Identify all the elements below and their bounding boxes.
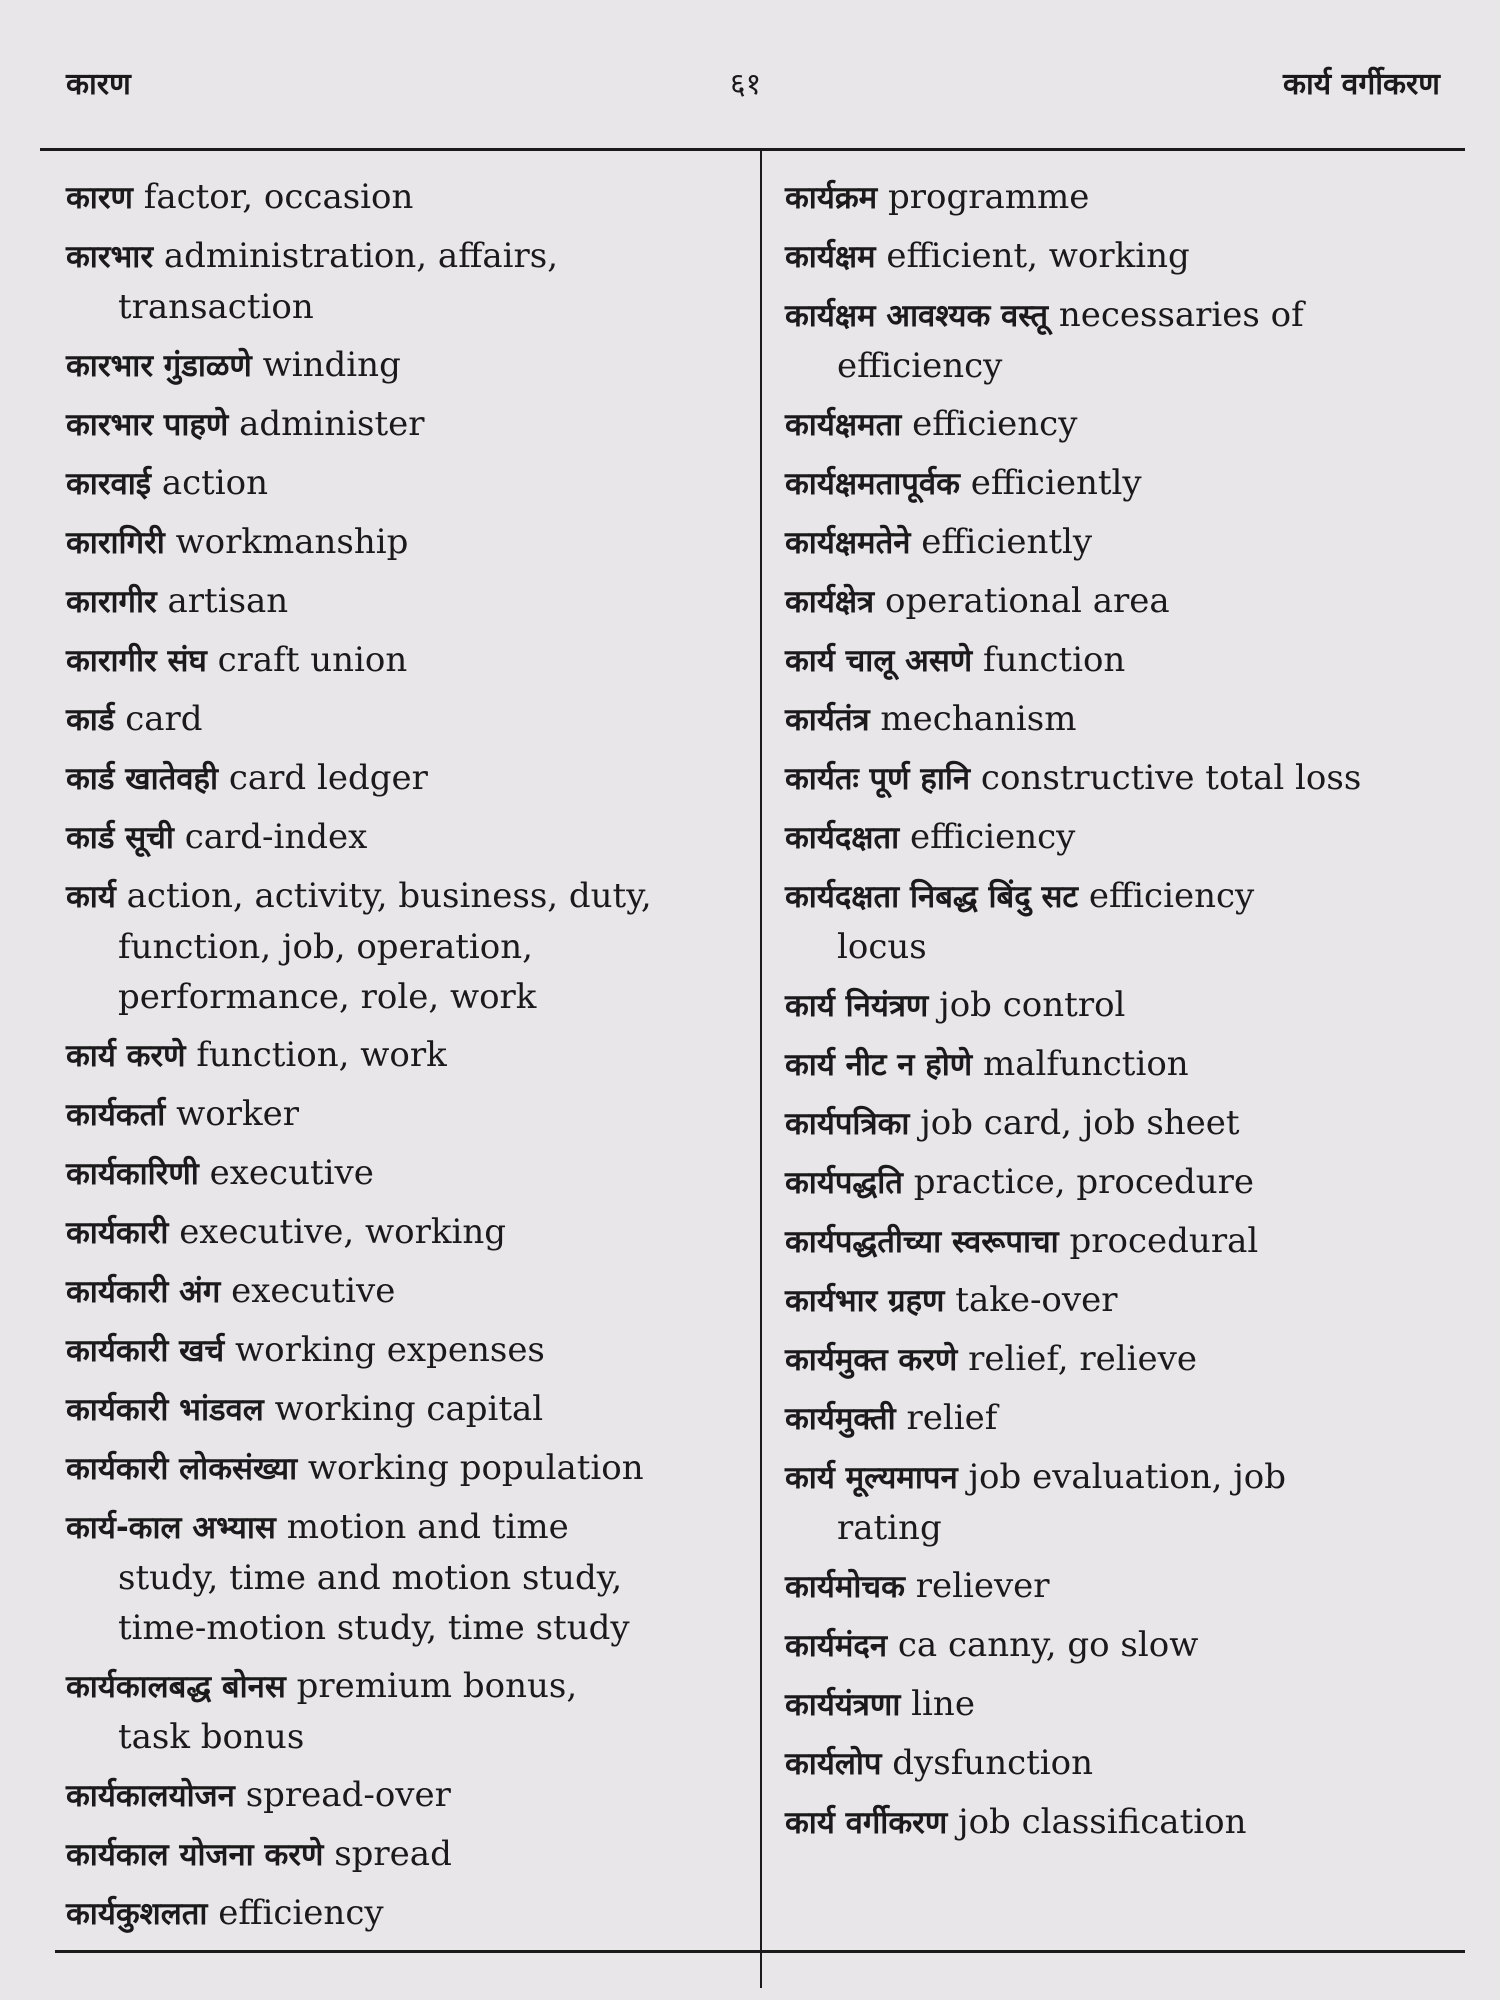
dictionary-entry [66, 517, 756, 568]
dictionary-entry [66, 1770, 756, 1821]
dictionary-entry [66, 1443, 756, 1494]
entry-headword: कार्यकालबद्ध बोनस [66, 1669, 286, 1705]
entry-translation: relief, relieve [968, 1339, 1197, 1379]
entry-translation-continued: transaction [118, 287, 314, 327]
dictionary-entry [785, 871, 1475, 972]
entry-headword: कार्यकारी लोकसंख्या [66, 1451, 298, 1487]
entry-translation-continued: task bonus [118, 1717, 305, 1757]
entry-translation: function, work [196, 1035, 447, 1075]
entry-headword: कार्यमुक्ती [785, 1401, 896, 1437]
dictionary-entry [66, 172, 756, 223]
right-column [785, 172, 1475, 1856]
entry-headword: कार्यदक्षता निबद्ध बिंदु सट [785, 879, 1079, 915]
dictionary-entry [785, 1275, 1475, 1326]
dictionary-entry [785, 231, 1475, 282]
entry-translation: programme [887, 177, 1090, 217]
dictionary-entry [785, 517, 1475, 568]
entry-headword: कार्यकारी अंग [66, 1274, 221, 1310]
entry-translation-continued: locus [837, 927, 927, 967]
dictionary-entry [785, 1216, 1475, 1267]
entry-headword: कारभार गुंडाळणे [66, 348, 252, 384]
entry-headword: कार्यकुशलता [66, 1896, 208, 1932]
entry-headword: कार्य करणे [66, 1038, 186, 1074]
dictionary-entry [785, 1039, 1475, 1090]
entry-headword: कार्यपद्धतीच्या स्वरूपाचा [785, 1224, 1059, 1260]
entry-translation: necessaries of [1058, 295, 1304, 335]
entry-translation: premium bonus, [296, 1666, 578, 1706]
dictionary-entry [66, 1829, 756, 1880]
entry-translation: factor, occasion [143, 177, 414, 217]
entry-headword: कार्यकारी खर्च [66, 1333, 225, 1369]
dictionary-entry [785, 1797, 1475, 1848]
entry-headword: कार्ड [66, 702, 115, 738]
entry-headword: कार्यक्षमतेने [785, 525, 911, 561]
entry-headword: कार्यकारी भांडवल [66, 1392, 264, 1428]
entry-translation-continued: function, job, operation, [118, 927, 533, 967]
dictionary-entry [785, 576, 1475, 627]
dictionary-entry [66, 1325, 756, 1376]
dictionary-entry [785, 458, 1475, 509]
dictionary-entry [785, 1393, 1475, 1444]
entry-headword: कार्यक्षमता [785, 407, 902, 443]
entry-headword: कार्यक्षेत्र [785, 584, 875, 620]
dictionary-entry [66, 871, 756, 1022]
entry-translation: operational area [884, 581, 1170, 621]
entry-headword: कारागिरी [66, 525, 165, 561]
dictionary-entry [66, 1661, 756, 1762]
entry-translation: motion and time [286, 1507, 569, 1547]
dictionary-entry [66, 694, 756, 745]
entry-translation: craft union [217, 640, 408, 680]
entry-headword: कारागीर [66, 584, 157, 620]
dictionary-entry [785, 1620, 1475, 1671]
dictionary-entry [785, 1738, 1475, 1789]
entry-translation: efficiency [218, 1893, 384, 1933]
dictionary-entry [66, 399, 756, 450]
running-head-right: कार्य वर्गीकरण [1283, 67, 1440, 102]
entry-headword: कार्यक्षमतापूर्वक [785, 466, 960, 502]
dictionary-entry [785, 1334, 1475, 1385]
dictionary-entry [66, 340, 756, 391]
dictionary-entry [785, 812, 1475, 863]
entry-headword: कार्य चालू असणे [785, 643, 973, 679]
entry-translation: efficiency [1088, 876, 1255, 916]
entry-headword: कार्य मूल्यमापन [785, 1460, 958, 1496]
entry-headword: कार्यक्षम आवश्यक वस्तू [785, 298, 1049, 334]
dictionary-entry [785, 290, 1475, 391]
entry-translation: dysfunction [892, 1743, 1094, 1783]
entry-translation: efficiency [910, 817, 1076, 857]
entry-translation: mechanism [880, 699, 1077, 739]
bottom-rule [55, 1950, 1465, 1953]
running-head-left: कारण [66, 67, 131, 102]
entry-headword: कारभार [66, 239, 154, 275]
entry-translation: worker [176, 1094, 299, 1134]
dictionary-entry [785, 1098, 1475, 1149]
entry-translation: working expenses [235, 1330, 545, 1370]
entry-headword: कार्ड सूची [66, 820, 174, 856]
page-number: ६१ [730, 67, 762, 102]
entry-headword: कार्यतंत्र [785, 702, 870, 738]
left-column [66, 172, 756, 1947]
entry-headword: कार्य नीट न होणे [785, 1047, 973, 1083]
entry-translation: take-over [955, 1280, 1118, 1320]
dictionary-entry [785, 399, 1475, 450]
entry-translation: job classification [958, 1802, 1247, 1842]
dictionary-entry [66, 753, 756, 804]
entry-translation: practice, procedure [913, 1162, 1255, 1202]
dictionary-entry [66, 1148, 756, 1199]
entry-translation: artisan [167, 581, 289, 621]
entry-translation: card ledger [228, 758, 428, 798]
entry-translation: job evaluation, job [968, 1457, 1287, 1497]
dictionary-entry [785, 172, 1475, 223]
entry-headword: कार्यमंदन [785, 1628, 888, 1664]
entry-translation: executive, working [179, 1212, 506, 1252]
entry-headword: कार्ड खातेवही [66, 761, 218, 797]
entry-headword: कार्यपत्रिका [785, 1106, 910, 1142]
entry-translation: card [125, 699, 203, 739]
entry-headword: कार्यभार ग्रहण [785, 1283, 945, 1319]
dictionary-entry [785, 635, 1475, 686]
entry-headword: कार्यक्षम [785, 239, 876, 275]
dictionary-entry [66, 576, 756, 627]
dictionary-entry [66, 458, 756, 509]
entry-headword: कार्यलोप [785, 1746, 882, 1782]
entry-translation: procedural [1069, 1221, 1259, 1261]
dictionary-entry [785, 753, 1475, 804]
entry-translation: efficient, working [886, 236, 1190, 276]
entry-translation: ca canny, go slow [897, 1625, 1199, 1665]
entry-headword: कार्यपद्धति [785, 1165, 903, 1201]
dictionary-entry [785, 1561, 1475, 1612]
entry-headword: कार्यदक्षता [785, 820, 900, 856]
entry-headword: कार्य नियंत्रण [785, 988, 929, 1024]
entry-translation: efficiency [912, 404, 1078, 444]
entry-translation: malfunction [982, 1044, 1189, 1084]
dictionary-entry [66, 1888, 756, 1939]
entry-translation: spread [334, 1834, 452, 1874]
dictionary-entry [66, 635, 756, 686]
entry-headword: कार्यक्रम [785, 180, 878, 216]
entry-headword: कार्यकाल योजना करणे [66, 1837, 324, 1873]
entry-translation: efficiently [921, 522, 1093, 562]
entry-translation: function [983, 640, 1126, 680]
entry-headword: कार्य [66, 879, 116, 915]
entry-translation: administration, affairs, [163, 236, 558, 276]
entry-headword: कार्यतः पूर्ण हानि [785, 761, 971, 797]
entry-headword: कारागीर संघ [66, 643, 207, 679]
dictionary-entry [66, 1266, 756, 1317]
dictionary-entry [785, 1452, 1475, 1553]
entry-translation: job card, job sheet [920, 1103, 1240, 1143]
dictionary-entry [66, 1030, 756, 1081]
entry-translation: administer [239, 404, 425, 444]
entry-headword: कारभार पाहणे [66, 407, 229, 443]
entry-translation-continued: rating [837, 1508, 942, 1548]
entry-headword: कार्यकर्ता [66, 1097, 166, 1133]
entry-headword: कार्यकारिणी [66, 1156, 199, 1192]
dictionary-entry [66, 812, 756, 863]
entry-headword: कार्यकारी [66, 1215, 169, 1251]
entry-headword: कारण [66, 180, 133, 216]
entry-translation: job control [939, 985, 1126, 1025]
entry-translation: working capital [274, 1389, 544, 1429]
entry-translation-continued: efficiency [837, 346, 1003, 386]
entry-translation: efficiently [970, 463, 1142, 503]
entry-headword: कारवाई [66, 466, 152, 502]
entry-headword: कार्ययंत्रणा [785, 1687, 901, 1723]
dictionary-entry [785, 980, 1475, 1031]
entry-translation: card-index [184, 817, 368, 857]
entry-translation: action [161, 463, 269, 503]
entry-translation-continued: time-motion study, time study [118, 1608, 630, 1648]
entry-translation-continued: performance, role, work [118, 977, 537, 1017]
entry-translation: working population [307, 1448, 644, 1488]
dictionary-entry [66, 231, 756, 332]
entry-translation: action, activity, business, duty, [126, 876, 652, 916]
entry-translation: constructive total loss [980, 758, 1362, 798]
dictionary-entry [785, 694, 1475, 745]
entry-translation: workmanship [175, 522, 409, 562]
entry-translation: relief [906, 1398, 998, 1438]
dictionary-entry [66, 1502, 756, 1653]
column-divider [760, 148, 762, 1988]
dictionary-entry [785, 1157, 1475, 1208]
dictionary-entry [66, 1384, 756, 1435]
entry-translation: line [911, 1684, 975, 1724]
dictionary-entry [785, 1679, 1475, 1730]
dictionary-entry [66, 1207, 756, 1258]
top-rule [40, 148, 1465, 151]
entry-headword: कार्य वर्गीकरण [785, 1805, 948, 1841]
dictionary-entry [66, 1089, 756, 1140]
entry-headword: कार्यमोचक [785, 1569, 905, 1605]
entry-translation: spread-over [245, 1775, 451, 1815]
entry-translation: winding [262, 345, 401, 385]
entry-headword: कार्यकालयोजन [66, 1778, 235, 1814]
entry-translation: executive [231, 1271, 396, 1311]
entry-translation-continued: study, time and motion study, [118, 1558, 623, 1598]
entry-headword: कार्यमुक्त करणे [785, 1342, 958, 1378]
entry-translation: executive [209, 1153, 374, 1193]
entry-headword: कार्य-काल अभ्यास [66, 1510, 276, 1546]
entry-translation: reliever [915, 1566, 1050, 1606]
